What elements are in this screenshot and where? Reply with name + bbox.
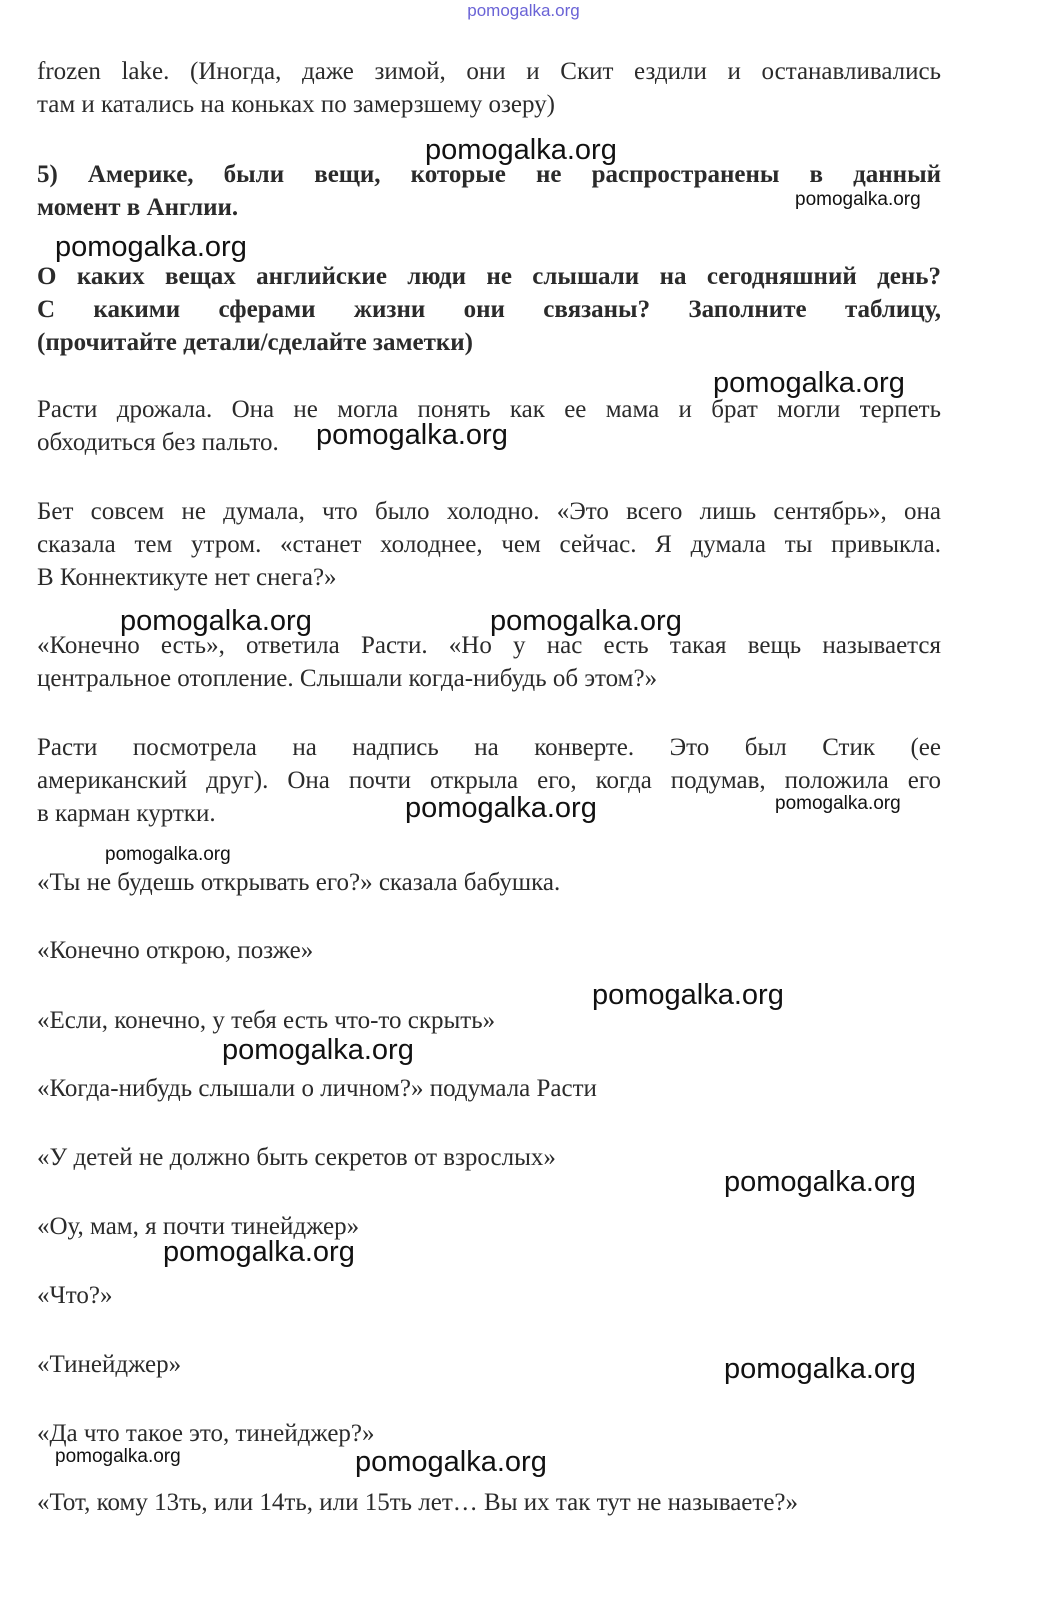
task-question [37,260,941,359]
dialogue-line [37,1279,941,1312]
text-line: момент в Англии. [37,194,239,221]
text-line: «Тот, кому 13ть, или 14ть, или 15ть лет… Вы их так тут не называете?» [37,1489,799,1516]
text-line: в карман куртки. [37,800,216,827]
watermark: pomogalka.org [120,605,312,637]
paragraph-beth-cold [37,495,941,594]
watermark: pomogalka.org [105,844,231,865]
paragraph-frozen-lake [37,55,941,121]
watermark: pomogalka.org [55,1446,181,1467]
header-site-link[interactable]: pomogalka.org [467,1,580,20]
text-line: «У детей не должно быть секретов от взрослых» [37,1144,556,1171]
dialogue-line [37,866,941,899]
text-line: «Да что такое это, тинейджер?» [37,1420,375,1447]
text-line: американский друг). Она почти открыла его, когда подумав, положила его [37,767,941,794]
text-line: «Что?» [37,1282,113,1309]
text-line: «Когда-нибудь слышали о личном?» подумала Расти [37,1075,597,1102]
watermark: pomogalka.org [355,1446,547,1478]
watermark: pomogalka.org [490,605,682,637]
watermark: pomogalka.org [316,419,508,451]
watermark: pomogalka.org [222,1034,414,1066]
watermark: pomogalka.org [713,367,905,399]
text-line: О каких вещах английские люди не слышали на сегодняшний день? [37,263,941,290]
text-line: центральное отопление. Слышали когда-нибудь об этом?» [37,665,658,692]
text-line: frozen lake. (Иногда, даже зимой, они и Скит ездили и останавливались [37,58,941,85]
text-line: сказала тем утром. «станет холоднее, чем сейчас. Я думала ты привыкла. [37,531,941,558]
text-line: «Если, конечно, у тебя есть что-то скрыть» [37,1007,496,1034]
text-line: «Оу, мам, я почти тинейджер» [37,1213,360,1240]
text-line: Расти посмотрела на надпись на конверте. Это был Стик (ее [37,734,941,761]
text-line: «Конечно есть», ответила Расти. «Но у нас есть такая вещь называется [37,632,941,659]
dialogue-line [37,1004,941,1037]
watermark: pomogalka.org [55,231,247,263]
dialogue-line [37,934,941,967]
watermark: pomogalka.org [795,189,921,210]
text-line: 5) Америке, были вещи, которые не распространены в данный [37,161,941,188]
dialogue-line [37,1486,941,1519]
paragraph-central-heating [37,629,941,695]
text-line: В Коннектикуте нет снега?» [37,564,337,591]
watermark: pomogalka.org [775,793,901,814]
text-line: (прочитайте детали/сделайте заметки) [37,329,474,356]
text-line: «Тинейджер» [37,1351,182,1378]
watermark: pomogalka.org [163,1236,355,1268]
watermark: pomogalka.org [724,1166,916,1198]
text-line: «Конечно открою, позже» [37,937,314,964]
text-line: «Ты не будешь открывать его?» сказала бабушка. [37,869,561,896]
watermark: pomogalka.org [425,134,617,166]
text-line: обходиться без пальто. [37,429,279,456]
dialogue-line [37,1072,941,1105]
text-line: там и катались на коньках по замерзшему озеру) [37,91,555,118]
text-line: Расти дрожала. Она не могла понять как ее мама и брат могли терпеть [37,396,941,423]
watermark: pomogalka.org [592,979,784,1011]
text-line: Бет совсем не думала, что было холодно. «Это всего лишь сентябрь», она [37,498,941,525]
watermark: pomogalka.org [405,792,597,824]
watermark: pomogalka.org [724,1353,916,1385]
text-line: С какими сферами жизни они связаны? Заполните таблицу, [37,296,941,323]
